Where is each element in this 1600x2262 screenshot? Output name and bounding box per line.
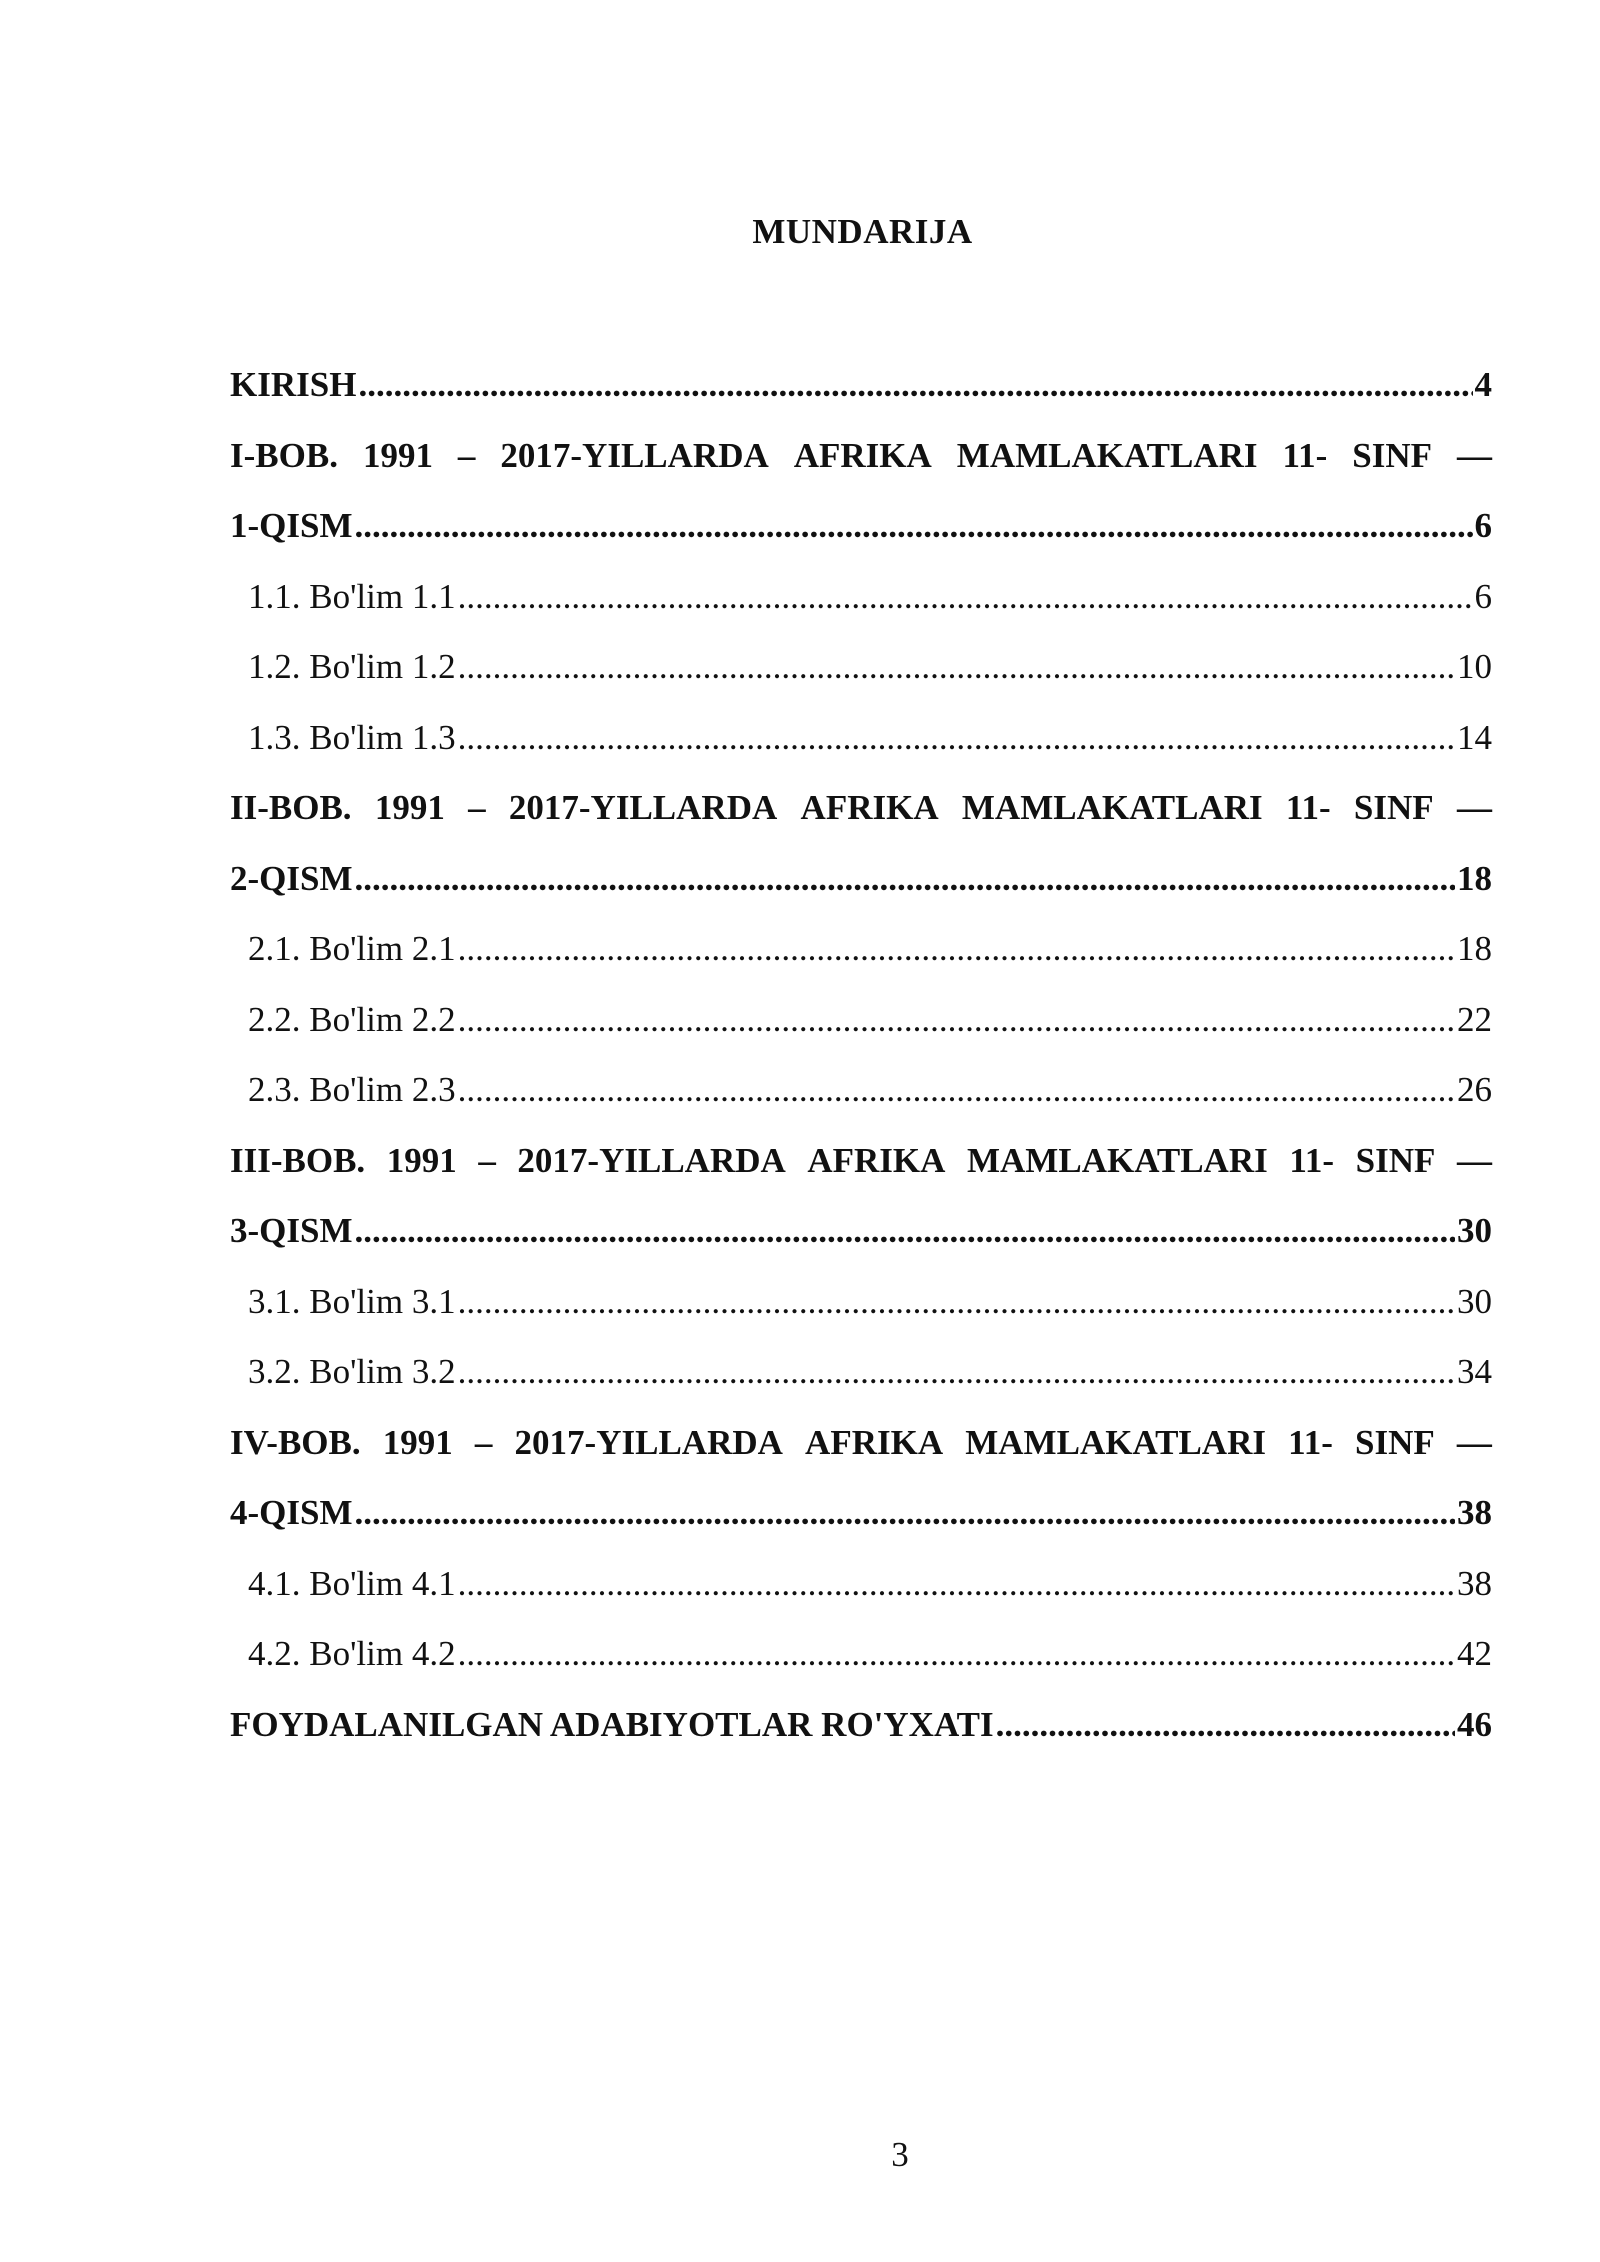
toc-entry-label: 2.2. Bo'lim 2.2 [248, 999, 456, 1039]
dot-leader [355, 491, 1473, 561]
toc-entry-label: 2.3. Bo'lim 2.3 [248, 1070, 456, 1109]
word: 1991 [362, 435, 433, 475]
dot-leader [355, 844, 1456, 914]
dot-leader [458, 1619, 1455, 1689]
toc-entry-label: KIRISH [230, 365, 357, 404]
toc-entry-page: 6 [1474, 576, 1492, 616]
table-of-contents [230, 350, 1492, 1760]
toc-chapter-3-continuation[interactable] [230, 1196, 1492, 1267]
page-number: 3 [891, 2135, 909, 2174]
dot-leader [458, 562, 1473, 632]
word: 2017-YILLARDA [514, 1422, 783, 1462]
dot-leader [458, 1549, 1455, 1619]
word: 11- [1288, 1422, 1333, 1462]
word: 11- [1282, 435, 1328, 475]
word: 1991 [386, 1140, 457, 1180]
toc-entry-label: 1-QISM [230, 506, 353, 545]
word: II-BOB. [230, 788, 352, 827]
toc-chapter-4-continuation[interactable] [230, 1478, 1492, 1549]
toc-entry-label: 2-QISM [230, 858, 353, 898]
toc-chapter-2-continuation[interactable] [230, 844, 1492, 915]
word: — [1456, 435, 1492, 475]
toc-section-1-2[interactable] [230, 632, 1492, 703]
toc-chapter-4-heading[interactable] [230, 1408, 1492, 1479]
dot-leader [458, 703, 1455, 773]
toc-entry-label: 1.1. Bo'lim 1.1 [248, 576, 456, 616]
word: 2017-YILLARDA [508, 788, 778, 827]
word: AFRIKA [800, 788, 939, 827]
toc-entry-kirish[interactable] [230, 350, 1492, 421]
word: SINF [1355, 1140, 1436, 1180]
toc-entry-page: 14 [1457, 717, 1492, 757]
word: SINF [1353, 788, 1434, 827]
dot-leader [458, 632, 1455, 702]
dot-leader [458, 1337, 1455, 1407]
dot-leader [996, 1690, 1455, 1760]
dot-leader [358, 350, 1472, 420]
dot-leader [355, 1478, 1456, 1548]
toc-entry-label: 4.2. Bo'lim 4.2 [248, 1634, 456, 1673]
toc-entry-label: 3-QISM [230, 1211, 353, 1250]
toc-section-2-2[interactable] [230, 985, 1492, 1056]
word: III-BOB. [230, 1140, 366, 1180]
toc-section-2-3[interactable] [230, 1055, 1492, 1126]
word: AFRIKA [805, 1422, 944, 1462]
toc-section-4-2[interactable] [230, 1619, 1492, 1690]
toc-entry-label: 3.1. Bo'lim 3.1 [248, 1281, 456, 1321]
toc-entry-page: 4 [1474, 365, 1492, 404]
toc-chapter-title [230, 773, 1492, 843]
toc-entry-page: 30 [1457, 1211, 1492, 1250]
toc-entry-page: 42 [1457, 1634, 1492, 1673]
dot-leader [458, 985, 1455, 1055]
toc-entry-page: 26 [1457, 1070, 1492, 1109]
page-title: MUNDARIJA [752, 212, 973, 251]
toc-entry-page: 34 [1457, 1352, 1492, 1391]
word: 11- [1285, 788, 1331, 827]
word: 1991 [382, 1422, 453, 1462]
toc-chapter-1-continuation[interactable] [230, 491, 1492, 562]
word: SINF [1352, 435, 1432, 475]
word: MAMLAKATLARI [961, 788, 1263, 827]
word: 2017-YILLARDA [500, 435, 769, 475]
word: – [474, 1422, 493, 1462]
toc-chapter-1-heading[interactable] [230, 421, 1492, 492]
dot-leader [458, 1267, 1455, 1337]
word: SINF [1355, 1422, 1435, 1462]
word: 1991 [374, 788, 445, 827]
toc-section-2-1[interactable] [230, 914, 1492, 985]
toc-entry-label: 4-QISM [230, 1493, 353, 1532]
toc-entry-page: 18 [1457, 858, 1492, 898]
word: MAMLAKATLARI [965, 1422, 1266, 1462]
toc-entry-page: 46 [1457, 1704, 1492, 1744]
word: — [1456, 1422, 1492, 1462]
toc-entry-label: 4.1. Bo'lim 4.1 [248, 1563, 456, 1603]
toc-section-1-3[interactable] [230, 703, 1492, 774]
toc-chapter-title [230, 1408, 1492, 1478]
toc-chapter-title [230, 1126, 1492, 1196]
toc-entry-label: 1.2. Bo'lim 1.2 [248, 647, 456, 686]
toc-section-4-1[interactable] [230, 1549, 1492, 1620]
toc-chapter-title [230, 421, 1492, 491]
toc-entry-page: 38 [1457, 1493, 1492, 1532]
toc-section-1-1[interactable] [230, 562, 1492, 633]
dot-leader [355, 1196, 1456, 1266]
dot-leader [458, 914, 1455, 984]
word: MAMLAKATLARI [967, 1140, 1268, 1180]
word: — [1456, 788, 1492, 827]
toc-entry-bibliography[interactable] [230, 1690, 1492, 1761]
word: – [457, 435, 476, 475]
toc-entry-page: 18 [1457, 929, 1492, 968]
word: — [1456, 1140, 1492, 1180]
toc-chapter-2-heading[interactable] [230, 773, 1492, 844]
word: MAMLAKATLARI [956, 435, 1258, 475]
toc-entry-page: 38 [1457, 1563, 1492, 1603]
toc-entry-page: 22 [1457, 999, 1492, 1039]
toc-entry-label: 1.3. Bo'lim 1.3 [248, 717, 456, 757]
toc-chapter-3-heading[interactable] [230, 1126, 1492, 1197]
toc-entry-label: 3.2. Bo'lim 3.2 [248, 1352, 456, 1391]
word: AFRIKA [793, 435, 932, 475]
word: AFRIKA [807, 1140, 946, 1180]
toc-entry-page: 6 [1474, 506, 1492, 545]
toc-entry-page: 30 [1457, 1281, 1492, 1321]
toc-entry-label: 2.1. Bo'lim 2.1 [248, 929, 456, 968]
word: – [478, 1140, 496, 1180]
word: IV-BOB. [230, 1422, 361, 1462]
dot-leader [458, 1055, 1455, 1125]
toc-entry-label: FOYDALANILGAN ADABIYOTLAR RO'YXATI [230, 1704, 994, 1744]
toc-entry-page: 10 [1457, 647, 1492, 686]
toc-section-3-2[interactable] [230, 1337, 1492, 1408]
word: 2017-YILLARDA [517, 1140, 786, 1180]
word: – [468, 788, 486, 827]
toc-section-3-1[interactable] [230, 1267, 1492, 1338]
word: I-BOB. [230, 435, 338, 475]
word: 11- [1289, 1140, 1335, 1180]
